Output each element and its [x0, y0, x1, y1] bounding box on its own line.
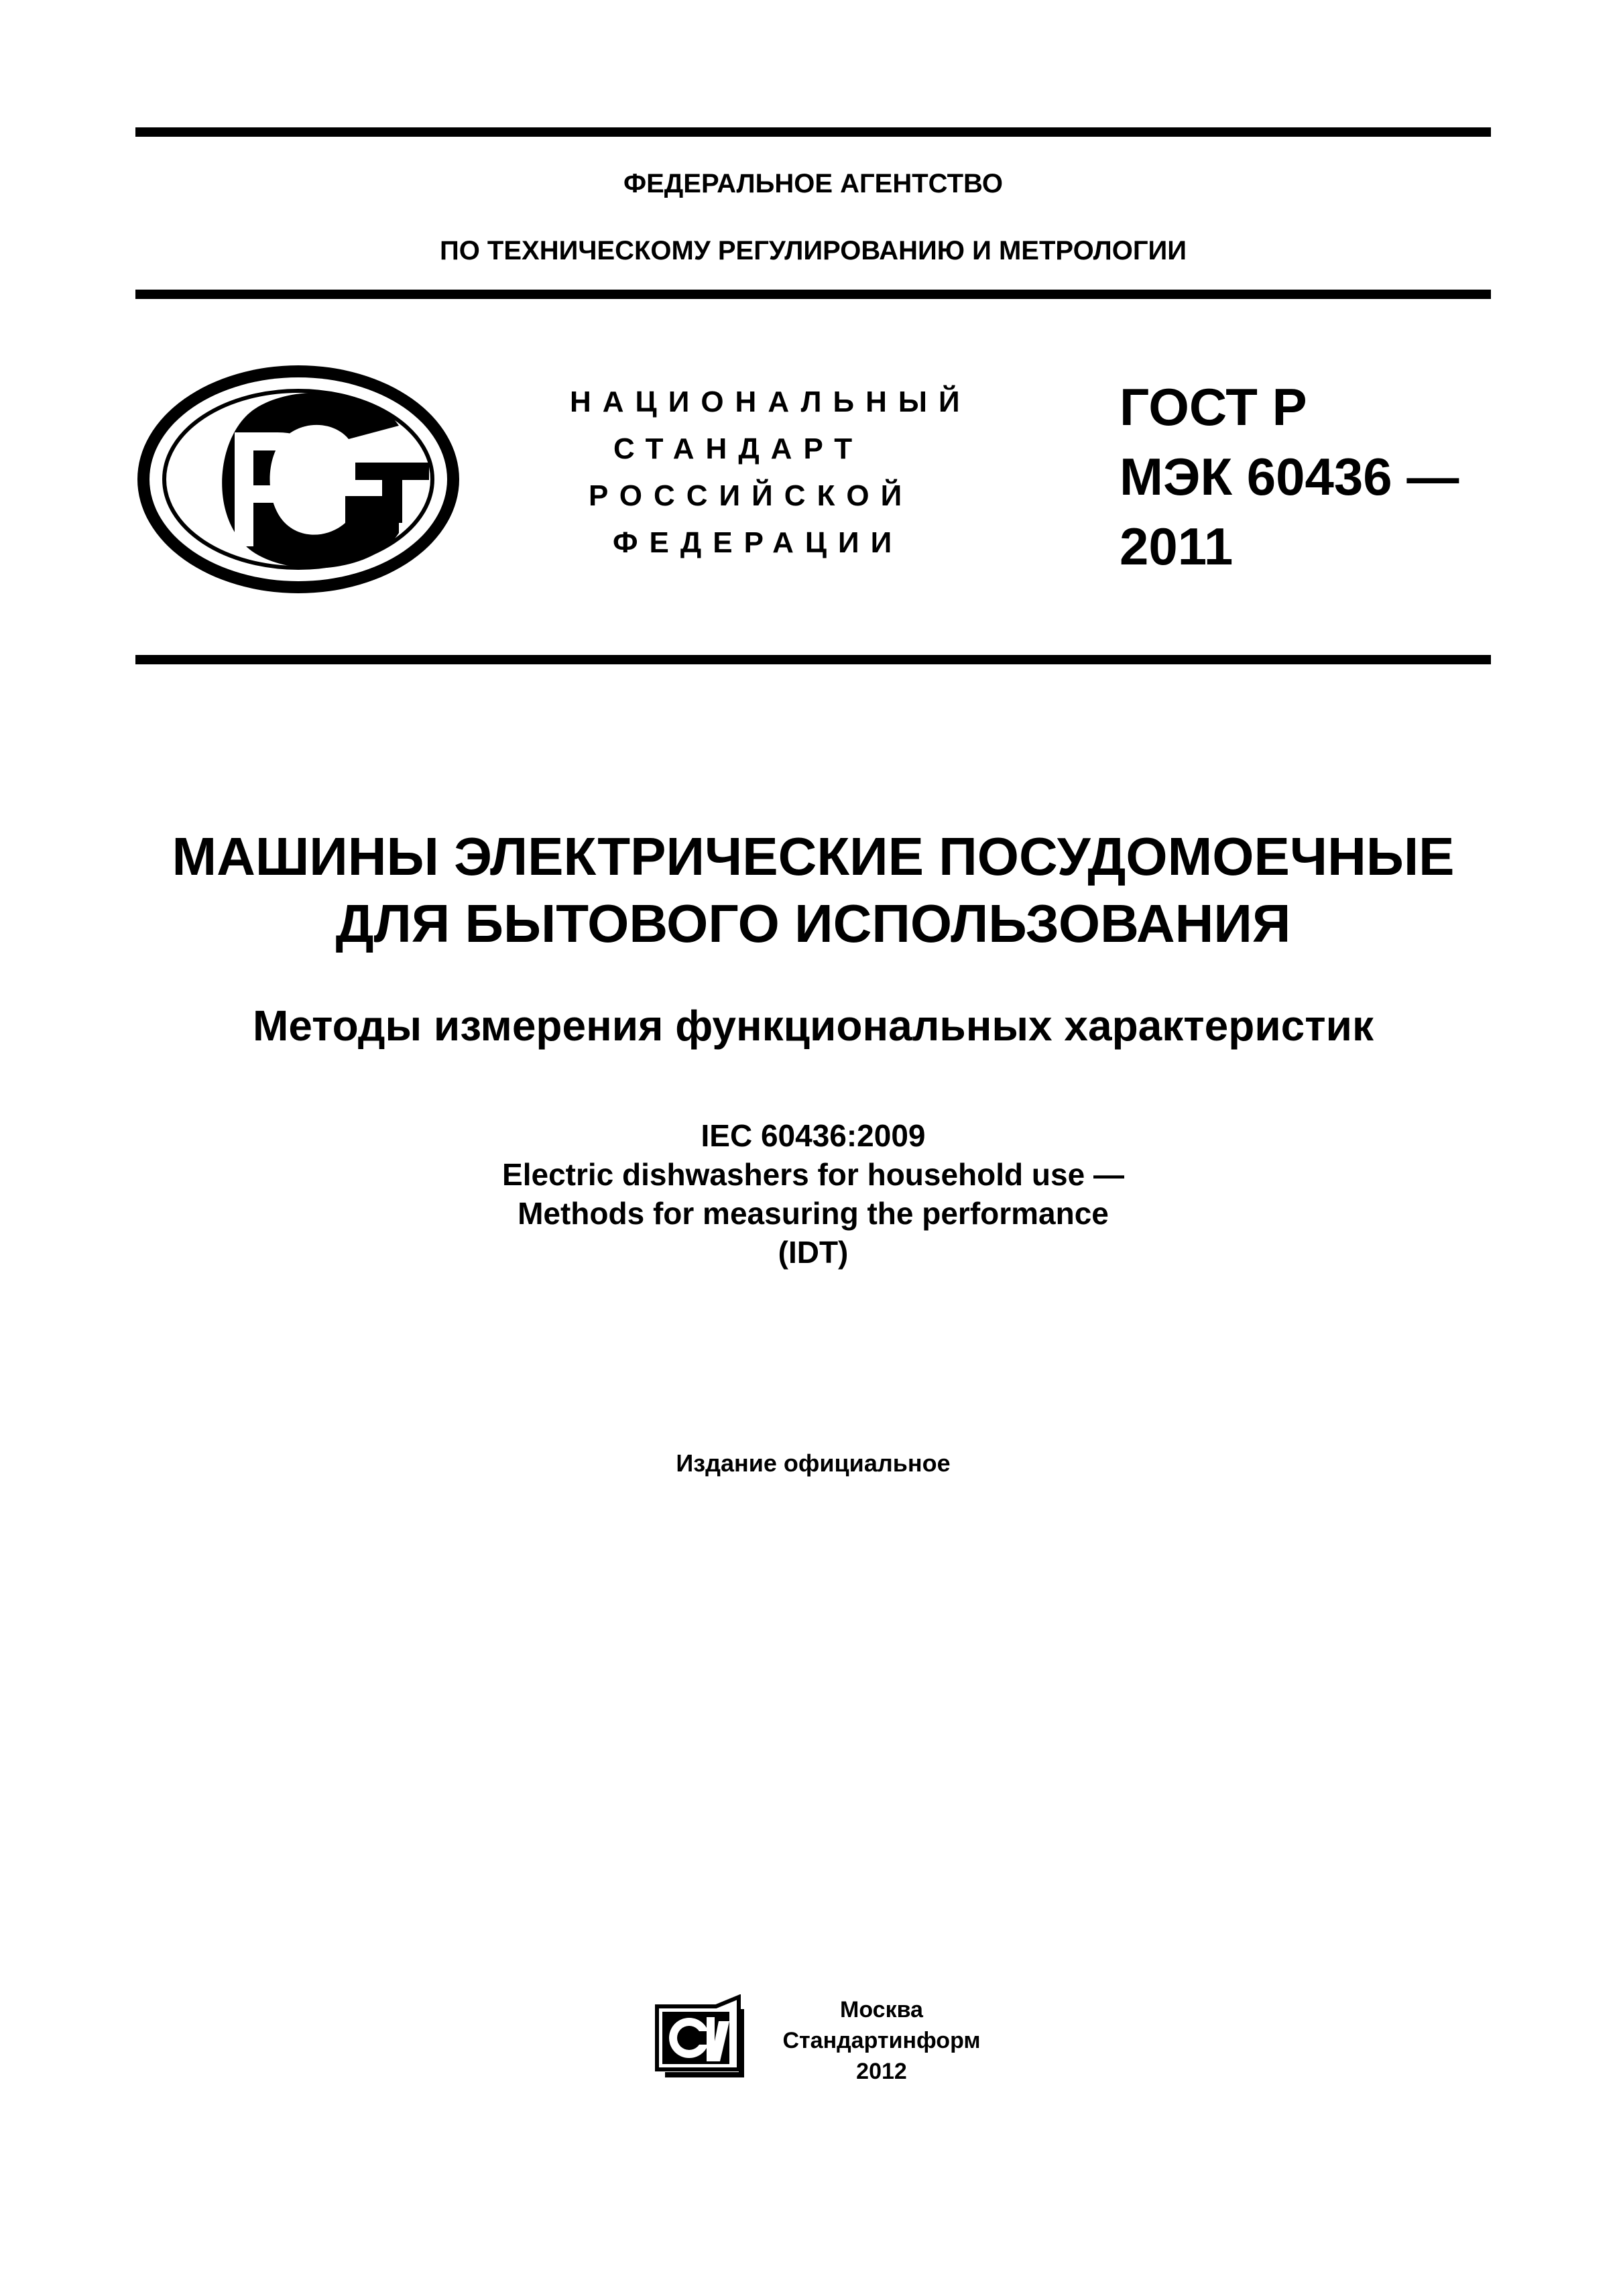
iec-title-line-1: Electric dishwashers for household use — [502, 1157, 1124, 1192]
publication-year: 2012 [856, 2059, 907, 2084]
agency-line-2: ПО ТЕХНИЧЕСКОМУ РЕГУЛИРОВАНИЮ И МЕТРОЛОГИИ [439, 236, 1187, 265]
national-line-4: ФЕДЕРАЦИИ [613, 526, 904, 559]
top-rule [135, 127, 1491, 137]
designation-bottom-rule [135, 655, 1491, 664]
national-line-1: НАЦИОНАЛЬНЫЙ [570, 385, 971, 418]
standard-designation [1120, 372, 1495, 581]
document-subtitle: Методы измерения функциональных характеристик [253, 1002, 1374, 1050]
designation-line-2: МЭК 60436 — [1120, 447, 1459, 506]
iec-title-line-2: Methods for measuring the performance [518, 1196, 1109, 1231]
agency-line-1: ФЕДЕРАЛЬНОЕ АГЕНТСТВО [623, 169, 1004, 198]
iec-equivalence: (IDT) [778, 1235, 849, 1270]
national-line-3: РОССИЙСКОЙ [589, 479, 914, 512]
document-title-line-1: МАШИНЫ ЭЛЕКТРИЧЕСКИЕ ПОСУДОМОЕЧНЫЕ [172, 827, 1455, 886]
iec-code: IEC 60436:2009 [701, 1118, 926, 1153]
standartinform-logo-icon [650, 1994, 751, 2081]
document-title-line-2: ДЛЯ БЫТОВОГО ИСПОЛЬЗОВАНИЯ [335, 894, 1291, 953]
rst-emblem-icon [134, 362, 463, 597]
publisher-block [758, 1994, 1006, 2087]
publisher-city: Москва [840, 1997, 923, 2022]
international-standard-reference [135, 1116, 1491, 1272]
designation-line-1: ГОСТ Р [1120, 377, 1307, 436]
national-standard-label [550, 379, 1006, 566]
publisher-name: Стандартинформ [782, 2028, 981, 2053]
edition-label: Издание официальное [676, 1449, 951, 1477]
header-bottom-rule [135, 290, 1491, 299]
designation-line-3: 2011 [1120, 517, 1234, 576]
national-line-2: СТАНДАРТ [613, 432, 864, 465]
